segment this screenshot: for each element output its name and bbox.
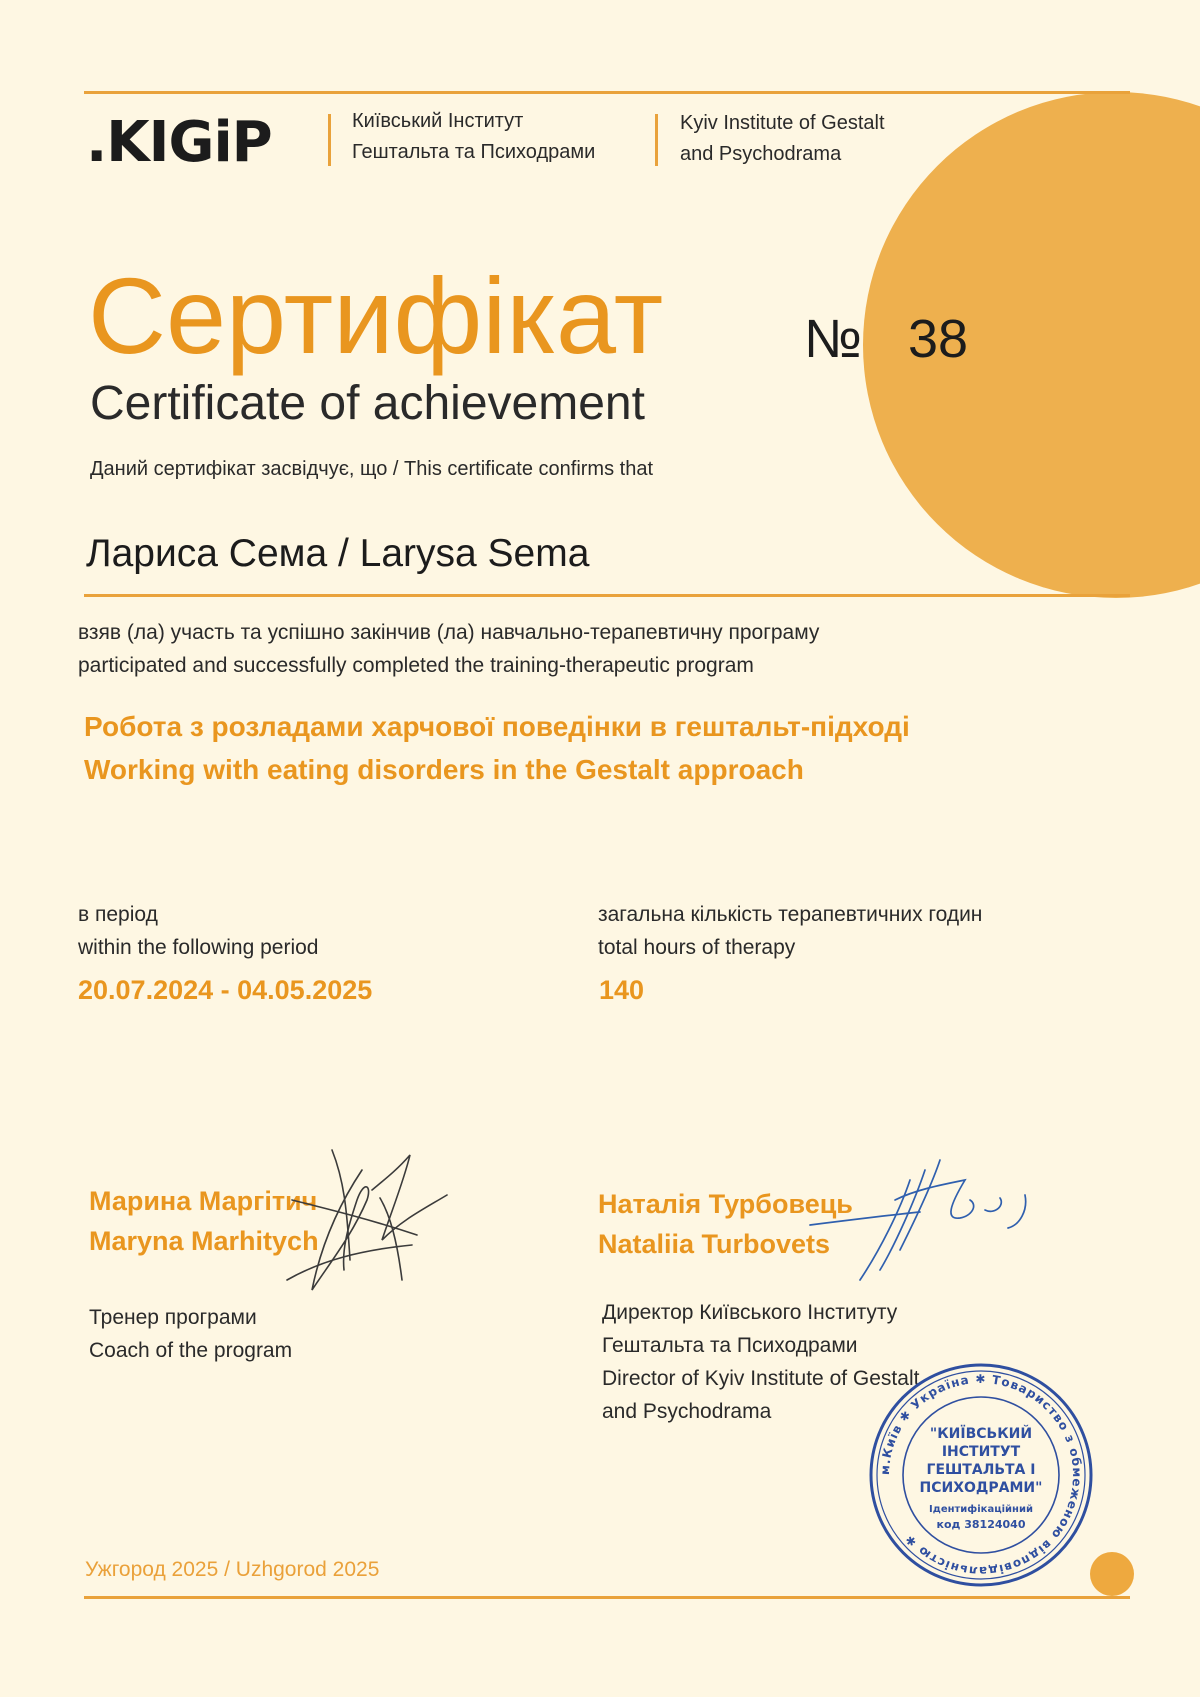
signer-name-en: Maryna Marhitych [89, 1226, 319, 1256]
stamp-line: ІНСТИТУТ [941, 1444, 1021, 1460]
top-divider [84, 91, 1130, 94]
director-signature [800, 1150, 1040, 1290]
stamp-line: ГЕШТАЛЬТА І [926, 1462, 1036, 1478]
signer-name-ua: Марина Маргітич [89, 1186, 318, 1216]
role-line: and Psychodrama [602, 1400, 772, 1423]
role-line: Гештальта та Психодрами [602, 1334, 858, 1357]
period-label [78, 898, 318, 964]
hours-value: 140 [599, 975, 645, 1005]
bottom-divider [84, 1596, 1130, 1599]
certificate-title-ua: Сертифікат [88, 255, 664, 376]
certificate-number: 38 [908, 309, 969, 369]
role-line: Director of Kyiv Institute of Gestalt [602, 1367, 920, 1390]
hours-label-ua: загальна кількість терапевтичних годин [598, 903, 983, 926]
institute-name-en [680, 108, 885, 170]
stamp-line: Ідентифікаційний [929, 1504, 1033, 1515]
stamp-line: код 38124040 [936, 1518, 1026, 1531]
period-label-en: within the following period [78, 936, 319, 959]
participation-statement [78, 616, 819, 682]
decorative-dot [1090, 1552, 1134, 1596]
program-title-ua: Робота з розладами харчової поведінки в гештальт-підході [84, 711, 910, 742]
hours-label-en: total hours of therapy [598, 936, 796, 959]
program-title [84, 705, 910, 791]
confirms-text: Даний сертифікат засвідчує, що / This certificate confirms that [90, 458, 653, 480]
stamp-line: "КИЇВСЬКИЙ [929, 1426, 1033, 1442]
role-line: Директор Київського Інституту [602, 1301, 898, 1324]
signer-name-en: Nataliia Turbovets [598, 1229, 831, 1259]
certificate-title-en: Certificate of achievement [90, 377, 645, 430]
institute-en-line: and Psychodrama [680, 143, 842, 165]
role-line: Тренер програми [89, 1306, 257, 1329]
name-divider [84, 594, 1130, 597]
header-divider [655, 114, 658, 166]
program-title-en: Working with eating disorders in the Gestalt approach [84, 754, 804, 785]
institute-ua-line: Київський Інститут [352, 110, 524, 132]
institute-en-line: Kyiv Institute of Gestalt [680, 112, 885, 134]
participation-en: participated and successfully completed the training-therapeutic program [78, 654, 754, 677]
signer-name-ua: Наталія Турбовець [598, 1189, 853, 1219]
institute-name-ua [352, 106, 595, 168]
institute-stamp [866, 1360, 1096, 1590]
hours-label [598, 898, 982, 964]
period-label-ua: в період [78, 903, 158, 926]
number-sign: № [804, 309, 862, 369]
place-year: Ужгород 2025 / Uzhgorod 2025 [85, 1558, 380, 1581]
recipient-name: Лариса Сема / Larysa Sema [86, 532, 590, 575]
role-line: Coach of the program [89, 1339, 293, 1362]
stamp-ring-text: м.Київ ✱ Україна ✱ Товариство з обмеженою відповідальністю ✱ [877, 1371, 1085, 1579]
stamp-line: ПСИХОДРАМИ" [919, 1480, 1043, 1496]
logo: .KIGiP [86, 110, 272, 175]
participation-ua: взяв (ла) участь та успішно закінчив (ла) навчально-терапевтичну програму [78, 621, 820, 644]
header-divider [328, 114, 331, 166]
coach-signature [272, 1140, 472, 1300]
period-value: 20.07.2024 - 04.05.2025 [78, 975, 373, 1005]
institute-ua-line: Гештальта та Психодрами [352, 141, 596, 163]
signer-coach-role [89, 1301, 292, 1367]
